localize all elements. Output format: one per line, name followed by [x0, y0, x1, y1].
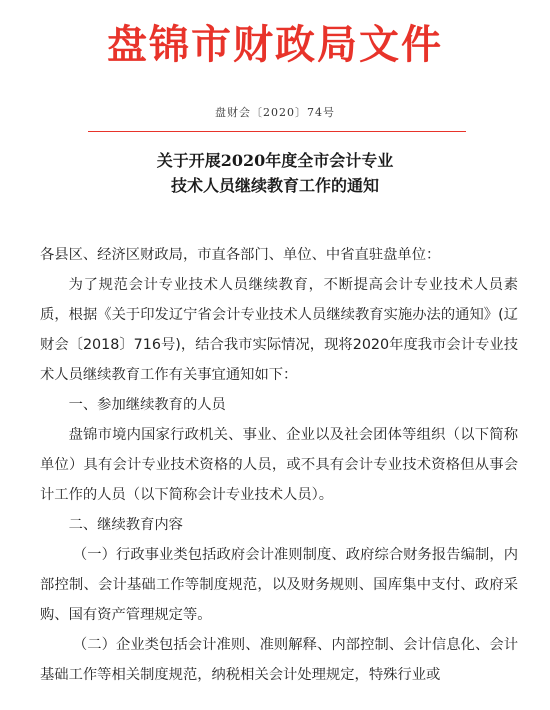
document-title-line-2: 技术人员继续教育工作的通知	[170, 176, 379, 195]
document-body	[40, 240, 518, 690]
section-2-item-1: （一）行政事业类包括政府会计准则制度、政府综合财务报告编制，内部控制、会计基础工作等制度规范，以及财务规则、国库集中支付、政府采购、国有资产管理规定等。	[40, 547, 518, 623]
section-2-heading: 二、继续教育内容	[68, 517, 183, 533]
section-2-item-2: （二）企业类包括会计准则、准则解释、内部控制、会计信息化、会计基础工作等相关制度规范，纳税相关会计处理规定，特殊行业或	[40, 637, 518, 683]
intro-paragraph: 为了规范会计专业技术人员继续教育，不断提高会计专业技术人员素质，根据《关于印发辽宁省会计专业技术人员继续教育实施办法的通知》(辽财会〔2018〕716号)，结合我市实际情况，现将2020年度我市会计专业技术人员继续教育工作有关事宜通知如下：	[40, 277, 518, 383]
document-number: 盘财会〔2020〕74号	[215, 106, 335, 119]
salutation: 各县区、经济区财政局，市直各部门、单位、中省直驻盘单位：	[40, 247, 441, 263]
document-title	[0, 148, 550, 198]
section-1-paragraph: 盘锦市境内国家行政机关、事业、企业以及社会团体等组织（以下简称单位）具有会计专业技术资格的人员，或不具有会计专业技术资格但从事会计工作的人员（以下简称会计专业技术人员）。	[40, 427, 518, 503]
document-title-line-1: 关于开展2020年度全市会计专业	[156, 151, 394, 170]
section-1-heading: 一、参加继续教育的人员	[68, 397, 226, 413]
issuer-header-title: 盘锦市财政局文件	[107, 22, 443, 68]
red-divider-line	[88, 131, 466, 132]
